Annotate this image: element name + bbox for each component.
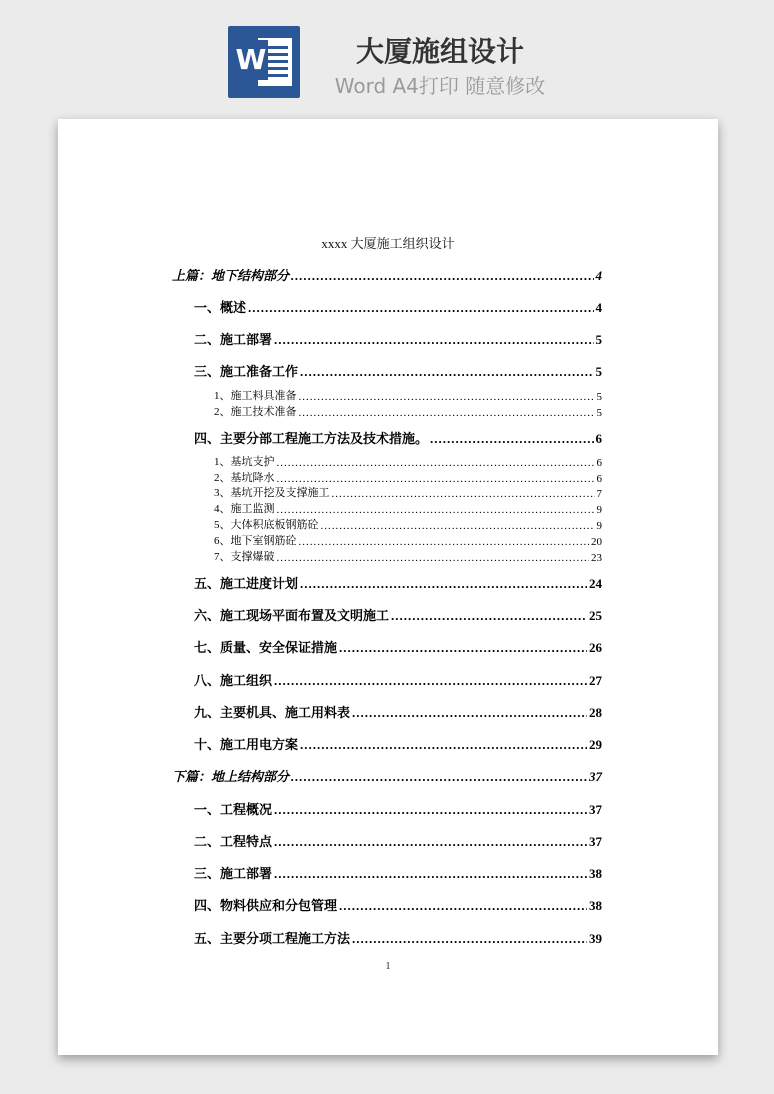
toc-entry-page: 4 xyxy=(595,268,602,283)
toc-leader-dots xyxy=(299,407,595,419)
toc-entry-page: 4 xyxy=(595,300,602,315)
toc-entry-label: 二、工程特点 xyxy=(194,834,273,849)
document-title: xxxx 大厦施工组织设计 xyxy=(321,236,455,251)
toc-entry-page: 27 xyxy=(589,673,602,688)
toc-entry-label: 2、施工技术准备 xyxy=(214,406,297,418)
toc-leader-dots xyxy=(430,431,593,447)
toc-entry xyxy=(214,548,602,564)
toc-entry-page: 24 xyxy=(589,576,602,591)
toc-leader-dots xyxy=(274,332,593,348)
toc-entry xyxy=(214,387,602,403)
toc-entry-label: 五、施工进度计划 xyxy=(194,576,299,591)
toc-entry-label: 四、物料供应和分包管理 xyxy=(194,898,338,913)
toc-entry xyxy=(194,637,602,656)
toc-entry-label: 五、主要分项工程施工方法 xyxy=(194,931,351,946)
toc-entry-page: 37 xyxy=(589,769,602,784)
page-number: 1 xyxy=(385,961,391,972)
toc-entry-page: 23 xyxy=(591,552,602,564)
toc-entry-label: 5、大体积底板钢筋砼 xyxy=(214,519,319,531)
toc-entry xyxy=(194,928,602,947)
toc-entry-label: 三、施工部署 xyxy=(194,866,273,881)
toc-leader-dots xyxy=(274,866,587,882)
page-header xyxy=(0,0,774,110)
toc-entry-label: 7、支撑爆破 xyxy=(214,551,275,563)
toc-entry xyxy=(194,297,602,316)
toc-entry-label: 下篇：地上结构部分 xyxy=(172,769,290,784)
toc-entry-label: 4、施工监测 xyxy=(214,503,275,515)
toc-entry xyxy=(214,403,602,419)
toc-entry-page: 9 xyxy=(596,520,602,532)
toc-entry-page: 6 xyxy=(595,431,602,446)
toc-entry-label: 上篇：地下结构部分 xyxy=(172,268,290,283)
toc-entry-page: 7 xyxy=(596,488,602,500)
toc-leader-dots xyxy=(299,536,590,548)
toc-leader-dots xyxy=(352,705,587,721)
word-document-icon xyxy=(228,26,300,98)
toc-entry-page: 6 xyxy=(596,473,602,485)
toc-entry xyxy=(214,532,602,548)
page-subtitle: Word A4打印 随意修改 xyxy=(334,74,546,98)
toc-entry xyxy=(214,469,602,485)
toc-entry-page: 38 xyxy=(589,866,602,881)
toc-leader-dots xyxy=(299,391,595,403)
toc-entry-page: 26 xyxy=(589,640,602,655)
toc-entry xyxy=(194,670,602,689)
toc-entry xyxy=(194,895,602,914)
toc-entry-label: 1、施工料具准备 xyxy=(214,390,297,402)
toc-entry-page: 5 xyxy=(596,391,602,403)
toc-entry-page: 6 xyxy=(596,457,602,469)
toc-leader-dots xyxy=(274,673,587,689)
toc-entry-label: 四、主要分部工程施工方法及技术措施。 xyxy=(194,431,429,446)
toc-entry-label: 2、基坑降水 xyxy=(214,472,275,484)
toc-entry-page: 37 xyxy=(589,802,602,817)
document-page xyxy=(58,119,718,1055)
word-logo-letter: W xyxy=(234,40,268,80)
toc-entry xyxy=(194,428,602,447)
toc-entry xyxy=(214,516,602,532)
toc-entry-page: 28 xyxy=(589,705,602,720)
toc-entry-label: 3、基坑开挖及支撑施工 xyxy=(214,487,330,499)
page-title: 大厦施组设计 xyxy=(355,35,524,68)
toc-leader-dots xyxy=(391,608,587,624)
toc-entry-page: 39 xyxy=(589,931,602,946)
toc-entry xyxy=(172,766,602,785)
toc-leader-dots xyxy=(277,552,590,564)
toc-entry xyxy=(194,573,602,592)
toc-entry xyxy=(194,329,602,348)
toc-entry xyxy=(194,605,602,624)
toc-entry-page: 38 xyxy=(589,898,602,913)
toc-leader-dots xyxy=(291,268,593,284)
toc-leader-dots xyxy=(300,737,587,753)
toc-entry-label: 三、施工准备工作 xyxy=(194,364,299,379)
toc-leader-dots xyxy=(332,488,595,500)
toc-entry xyxy=(172,265,602,284)
toc-entry-label: 九、主要机具、施工用料表 xyxy=(194,705,351,720)
toc-entry xyxy=(194,734,602,753)
toc-entry xyxy=(214,453,602,469)
toc-entry-page: 20 xyxy=(591,536,602,548)
toc-entry-label: 1、基坑支护 xyxy=(214,456,275,468)
toc-leader-dots xyxy=(277,504,595,516)
toc-entry xyxy=(194,702,602,721)
toc-leader-dots xyxy=(300,576,587,592)
toc-leader-dots xyxy=(274,802,587,818)
toc-entry-page: 29 xyxy=(589,737,602,752)
toc-entry xyxy=(194,831,602,850)
toc-entry-page: 9 xyxy=(596,504,602,516)
toc-entry-page: 37 xyxy=(589,834,602,849)
toc-entry xyxy=(194,799,602,818)
toc-entry-label: 6、地下室钢筋砼 xyxy=(214,535,297,547)
toc-leader-dots xyxy=(291,769,587,785)
toc-leader-dots xyxy=(277,457,595,469)
toc-leader-dots xyxy=(300,364,593,380)
toc-leader-dots xyxy=(321,520,595,532)
toc-entry-page: 5 xyxy=(596,407,602,419)
toc-entry xyxy=(214,484,602,500)
toc-entry-label: 七、质量、安全保证措施 xyxy=(194,640,338,655)
toc-entry-label: 八、施工组织 xyxy=(194,673,273,688)
toc-leader-dots xyxy=(352,931,587,947)
toc-entry xyxy=(194,863,602,882)
toc-entry-label: 二、施工部署 xyxy=(194,332,273,347)
toc-entry-label: 十、施工用电方案 xyxy=(194,737,299,752)
toc-entry-label: 一、工程概况 xyxy=(194,802,273,817)
toc-entry xyxy=(194,361,602,380)
toc-leader-dots xyxy=(339,640,587,656)
toc-entry-label: 六、施工现场平面布置及文明施工 xyxy=(194,608,390,623)
toc-leader-dots xyxy=(274,834,587,850)
toc-entry-label: 一、概述 xyxy=(194,300,247,315)
toc-entry-page: 25 xyxy=(589,608,602,623)
toc-leader-dots xyxy=(339,898,587,914)
toc-leader-dots xyxy=(248,300,593,316)
toc-entry xyxy=(214,500,602,516)
toc-entry-page: 5 xyxy=(595,332,602,347)
toc-entry-page: 5 xyxy=(595,364,602,379)
